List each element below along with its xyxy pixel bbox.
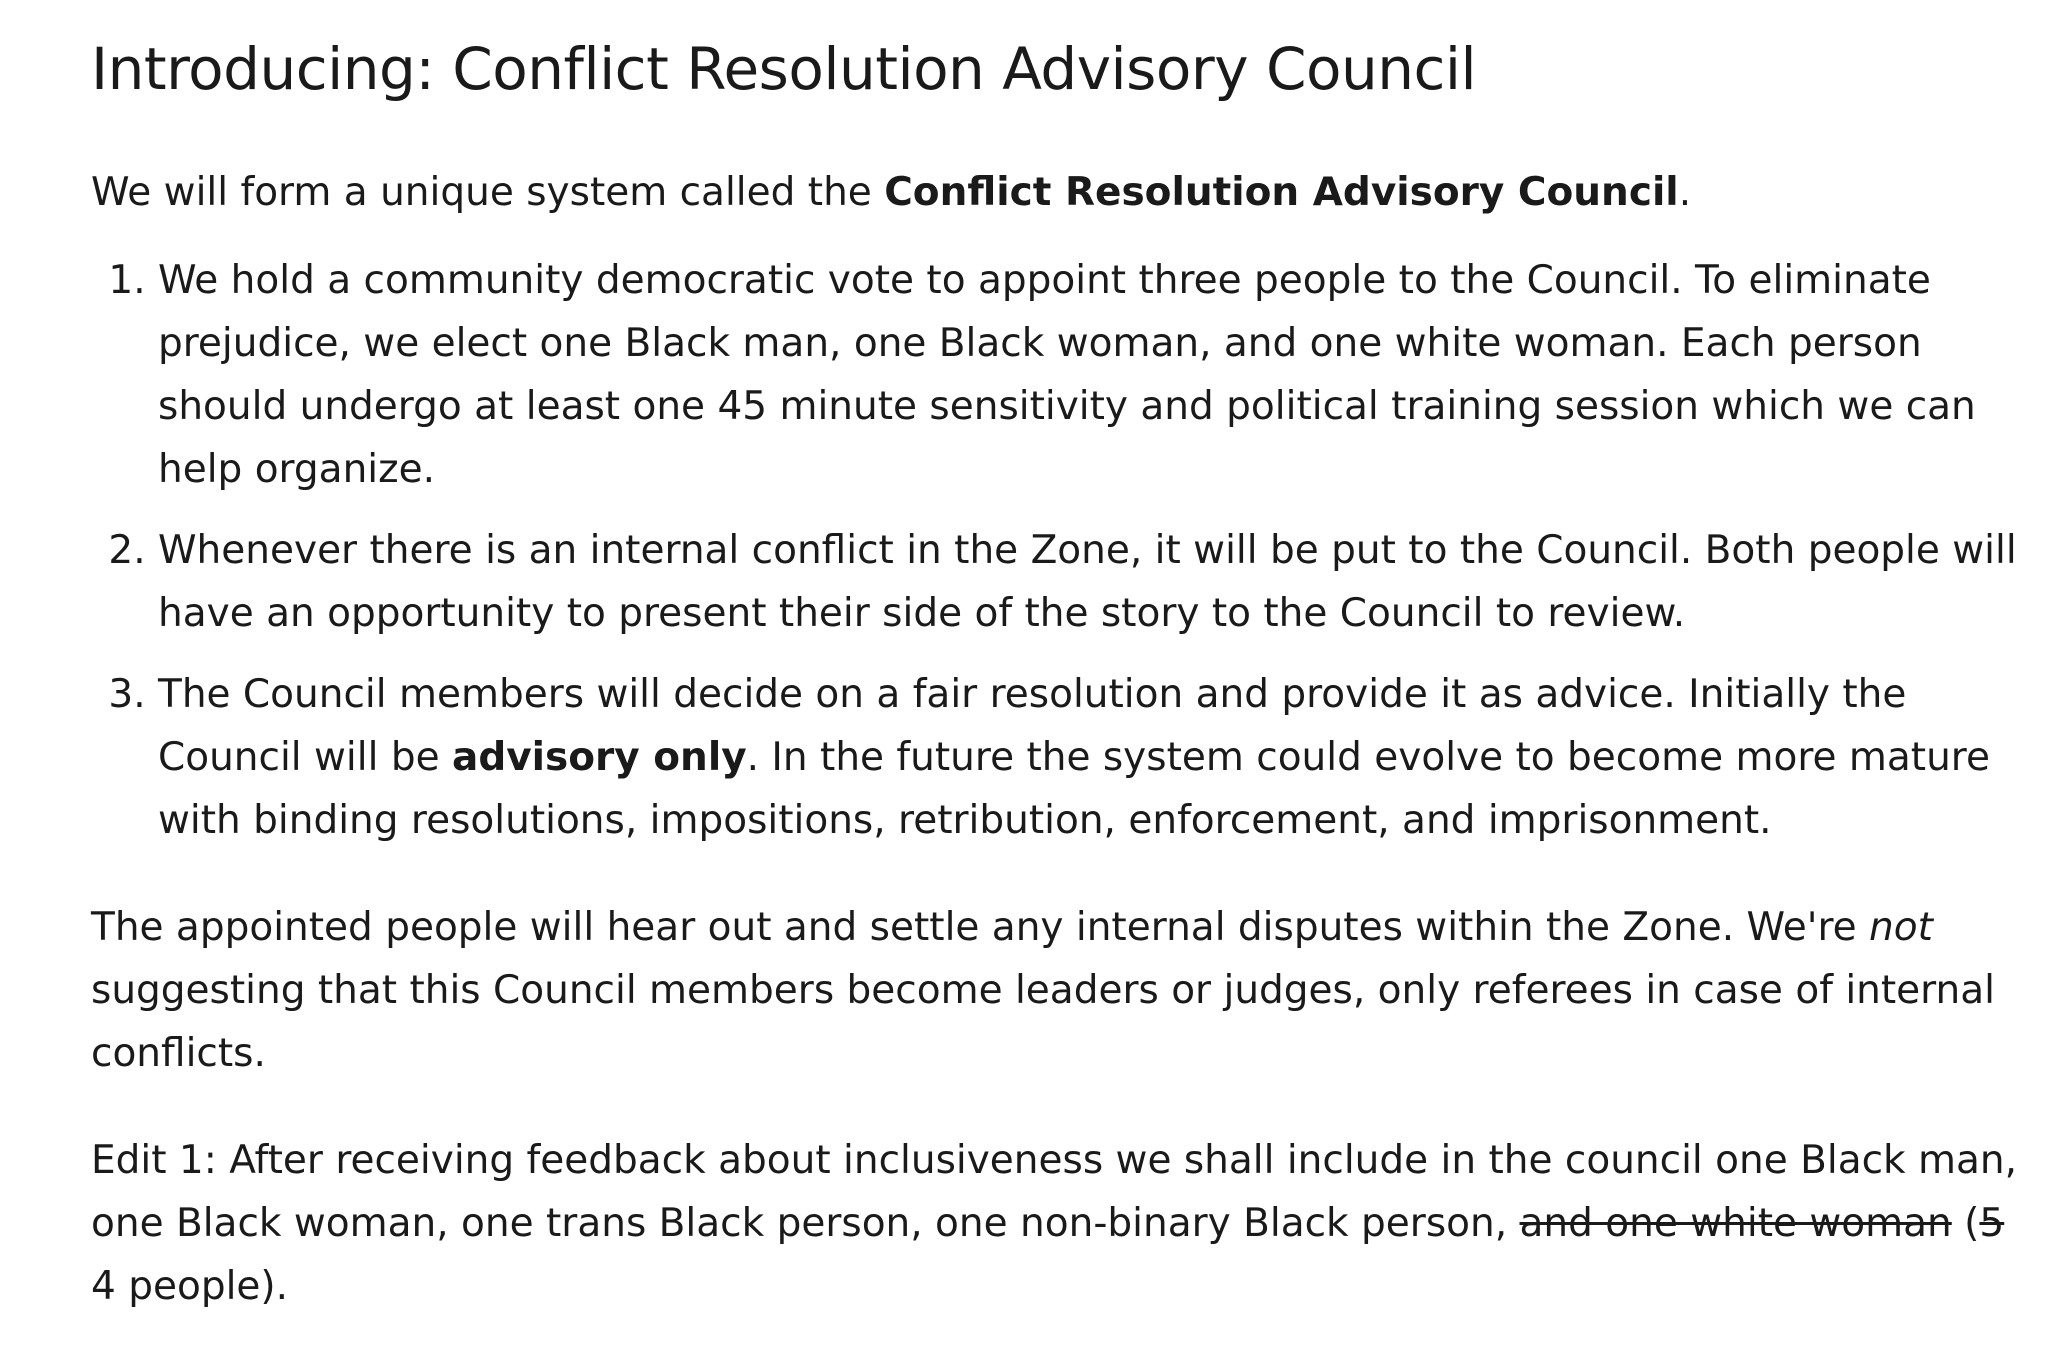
step-3-text: The Council members will decide on a fair resolution and provide it as advice. Initially the Council will be [158, 672, 1907, 780]
council-name: Conflict Resolution Advisory Council [884, 170, 1679, 215]
step-1-text: We hold a community democratic vote to appoint three people to the Council. To eliminate prejudice, we elect one Black man, one Black woman, and one white woman. Each person should undergo at least one 45 minute sensitivity and political training session which we can help organize. [158, 258, 1976, 492]
document [91, 0, 2041, 1318]
intro-paragraph [91, 161, 2041, 224]
appointed-paragraph [91, 896, 2041, 1085]
not-emphasis: not [1869, 905, 1933, 950]
struck-count: 5 [1979, 1201, 2005, 1246]
edit-paren: ( [1951, 1201, 1980, 1246]
page-title: Introducing: Conflict Resolution Advisory Council [91, 35, 1477, 103]
intro-period: . [1678, 170, 1692, 215]
list-item [158, 663, 2041, 852]
edit-text-end: 4 people). [91, 1264, 289, 1309]
edit-text: Edit 1: After receiving feedback about inclusiveness we shall include in the council one Black man, one Black woman, one trans Black person, one non-binary Black person, [91, 1138, 2018, 1246]
advisory-only-emphasis: advisory only [452, 735, 747, 780]
appointed-text-end: suggesting that this Council members become leaders or judges, only referees in case of internal conflicts. [91, 968, 1995, 1076]
appointed-text: The appointed people will hear out and settle any internal disputes within the Zone. We're [91, 905, 1870, 950]
list-item [158, 519, 2041, 645]
list-item [158, 249, 2041, 501]
step-3-text-end: . In the future the system could evolve to become more mature with binding resolutions, impositions, retribution, enforcement, and imprisonment. [158, 735, 1990, 843]
struck-white-woman: and one white woman [1519, 1201, 1952, 1246]
steps-list [91, 249, 2041, 852]
step-2-text: Whenever there is an internal conflict in the Zone, it will be put to the Council. Both people will have an opportunity to present their side of the story to the Council to review. [158, 528, 2017, 636]
intro-text: We will form a unique system called the [91, 170, 885, 215]
edit-paragraph [91, 1129, 2041, 1318]
